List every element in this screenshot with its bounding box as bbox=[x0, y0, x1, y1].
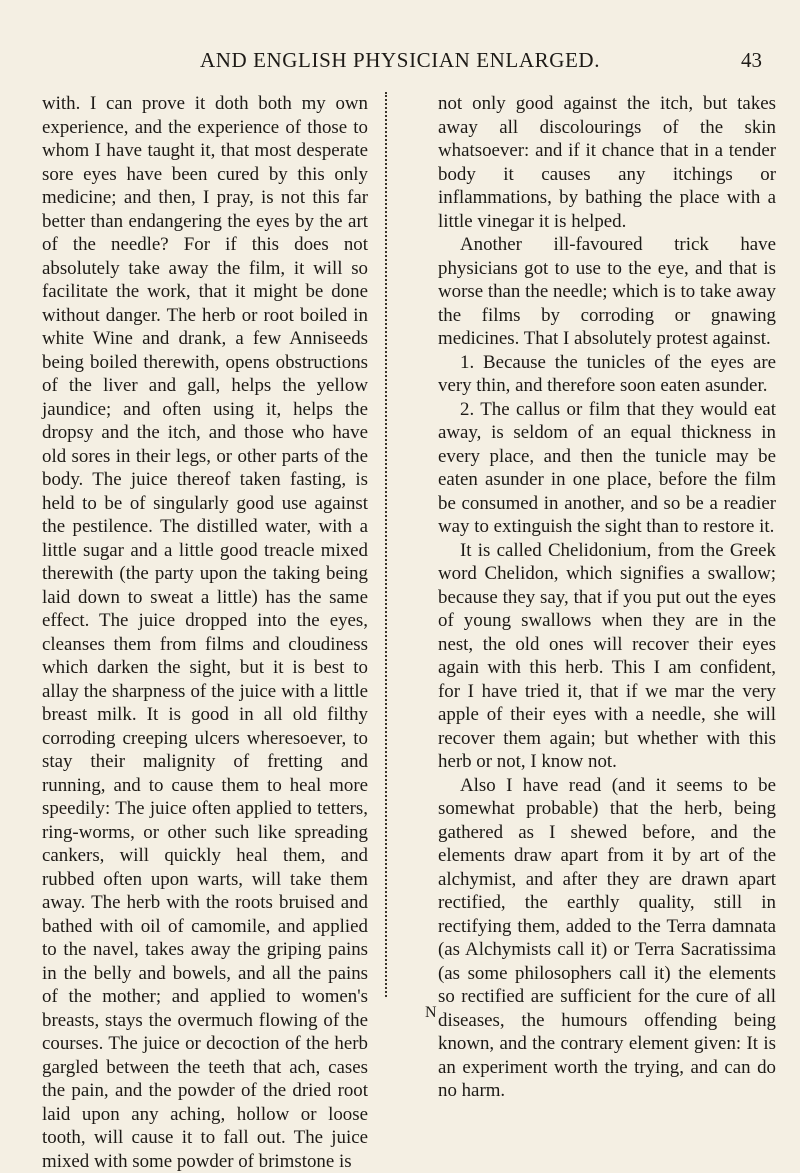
right-paragraph-1: not only good against the itch, but takes away all discolourings of the skin whatsoever: and if it chance that in a tender body it causes any itchings or inflammations, by bathing the place with a little vinegar it is helped. bbox=[438, 93, 776, 232]
page-header bbox=[0, 48, 800, 78]
left-column bbox=[42, 92, 368, 1173]
page-number: 43 bbox=[741, 48, 762, 72]
column-divider bbox=[385, 92, 387, 997]
right-paragraph-5: It is called Chelidonium, from the Greek word Chelidon, which signifies a swallow; because they say, that if you put out the eyes of young swallows when they are in the nest, the old ones will recover their eyes again with this herb. This I am confident, for I have tried it, that if we mar the very apple of their eyes with a needle, she will recover them again; but whether with this herb or not, I know not. bbox=[438, 539, 776, 772]
signature-mark: N bbox=[425, 1004, 438, 1021]
right-paragraph-6: Also I have read (and it seems to be somewhat probable) that the herb, being gathered as I shewed before, and the elements draw apart from it by art of the alchymist, and after they are drawn apart rectified, the earthly quality, still in rectifying them, added to the Terra damnata (as Alchymists call it) or Terra Sacratissima (as some philosophers call it) the elements so rectified are sufficient for the cure of all diseases, the humours offending being known, and the contrary element given: It is an experiment worth the trying, and can do no harm. bbox=[438, 774, 776, 1101]
right-column bbox=[438, 92, 776, 1103]
right-paragraph-3: 1. Because the tunicles of the eyes are very thin, and therefore soon eaten asunder. bbox=[438, 351, 776, 396]
left-paragraph: with. I can prove it doth both my own experience, and the experience of those to whom I have taught it, that most desperate sore eyes have been cured by this only medicine; and then, I pray, is not this far better than endangering the eyes by the art of the needle? For if this does not absolutely take away the film, it will so facilitate the work, that it might be done without danger. The herb or root boiled in white Wine and drank, a few Anniseeds being boiled therewith, opens obstructions of the liver and gall, helps the yellow jaundice; and often using it, helps the dropsy and the itch, and those who have old sores in their legs, or other parts of the body. The juice thereof taken fasting, is held to be of singularly good use against the pestilence. The distilled water, with a little sugar and a little good treacle mixed therewith (the party upon the taking being laid down to sweat a little) has the same effect. The juice dropped into the eyes, cleanses them from films and cloudiness which darken the sight, but it is best to allay the sharpness of the juice with a little breast milk. It is good in all old filthy corroding creeping ulcers wheresoever, to stay their malignity of fretting and running, and to cause them to heal more speedily: The juice often applied to tetters, ring-worms, or other such like spreading cankers, will quickly heal them, and rubbed often upon warts, will take them away. The herb with the roots bruised and bathed with oil of camomile, and applied to the navel, takes away the griping pains in the belly and bowels, and all the pains of the mother; and applied to women's breasts, stays the overmuch flowing of the courses. The juice or decoction of the herb gargled between the teeth that ach, cases the pain, and the powder of the dried root laid upon any aching, hollow or loose tooth, will cause it to fall out. The juice mixed with some powder of brimstone is bbox=[42, 93, 368, 1172]
right-paragraph-2: Another ill-favoured trick have physicians got to use to the eye, and that is worse than the needle; which is to take away the films by corroding or gnawing medicines. That I absolutely protest against. bbox=[438, 234, 776, 349]
running-head: AND ENGLISH PHYSICIAN ENLARGED. bbox=[199, 48, 601, 72]
right-paragraph-4: 2. The callus or film that they would eat away, is seldom of an equal thickness in every place, and then the tunicle may be eaten asunder in one place, before the film be consumed in another, and so be a readier way to extinguish the sight than to restore it. bbox=[438, 398, 776, 537]
